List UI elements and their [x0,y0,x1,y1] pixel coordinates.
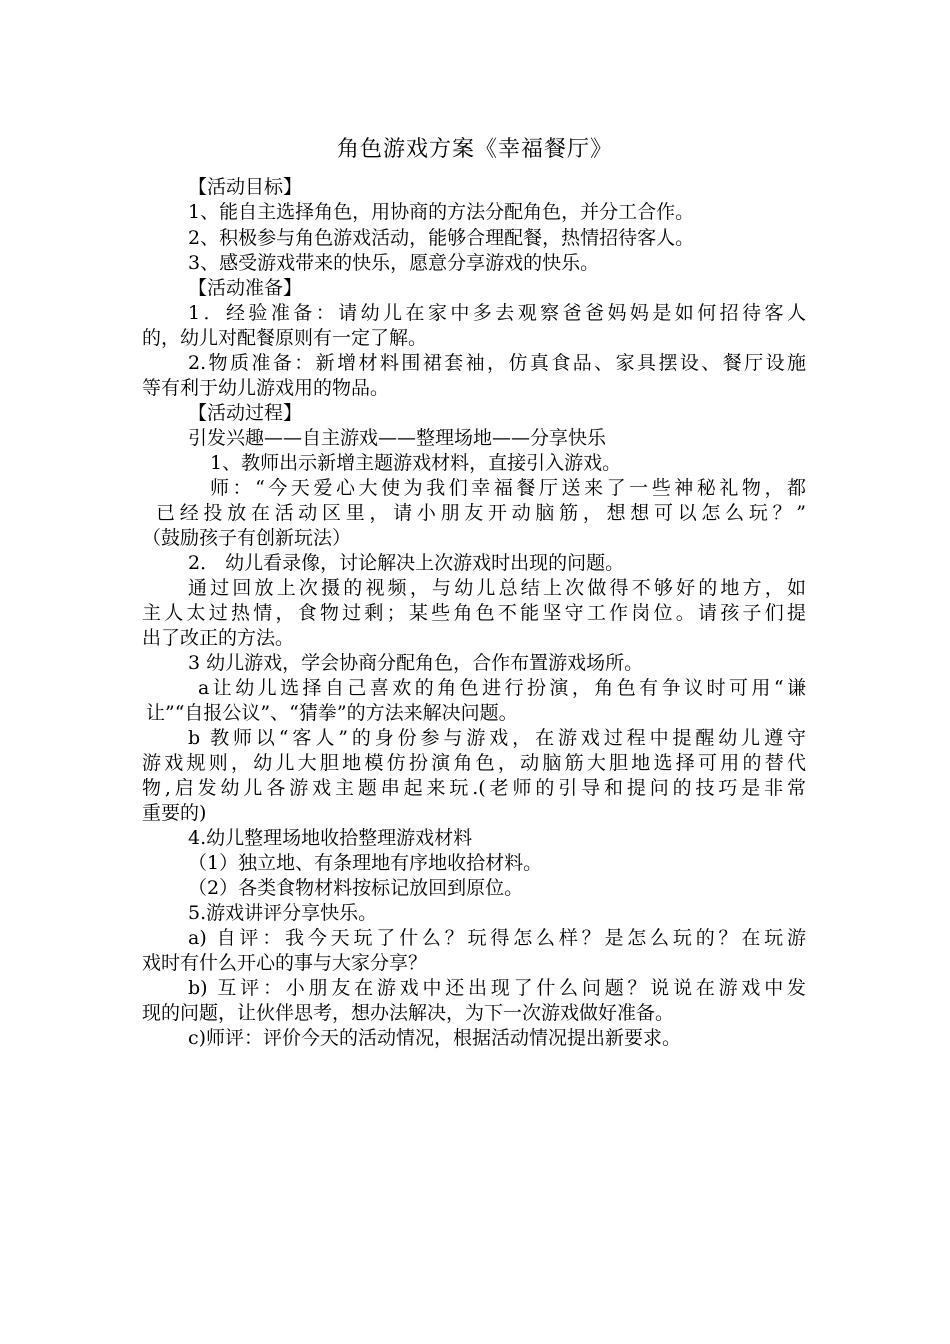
teacher-quote-line-2: 已经投放在活动区里，请小朋友开动脑筋，想想可以怎么玩？” [156,502,806,524]
section-heading-preparation: 【活动准备】 [188,277,303,299]
step-4-item-1: （1）独立地、有条理地有序地收拾材料。 [188,852,543,874]
prep-experience-line-1: 1．经验准备：请幼儿在家中多去观察爸爸妈妈是如何招待客人 [188,302,806,324]
teacher-quote-note: （鼓励孩子有创新玩法） [142,527,352,549]
peer-review-line-1: b) 互评：小朋友在游戏中还出现了什么问题？说说在游戏中发 [188,977,806,999]
process-flow: 引发兴趣——自主游戏——整理场地——分享快乐 [188,427,607,449]
step-4-item-2: （2）各类食物材料按标记放回到原位。 [188,877,524,899]
section-heading-goals: 【活动目标】 [188,176,303,198]
self-review-line-1: a) 自评：我今天玩了什么？玩得怎么样？是怎么玩的？在玩游 [188,927,806,949]
goal-item-1: 1、能自主选择角色，用协商的方法分配角色，并分工合作。 [188,201,695,223]
section-heading-process: 【活动过程】 [188,402,303,424]
step-3b-line-4: 重要的) [142,802,207,824]
peer-review-line-2: 现的问题，让伙伴思考，想办法解决，为下一次游戏做好准备。 [142,1002,675,1024]
step-2-line-3: 出了改正的方法。 [142,627,295,649]
step-3b-line-1: b 教师以“客人”的身份参与游戏，在游戏过程中提醒幼儿遵守 [188,727,806,749]
step-5-heading: 5.游戏讲评分享快乐。 [188,902,378,924]
goal-item-3: 3、感受游戏带来的快乐，愿意分享游戏的快乐。 [188,252,600,274]
step-3a-line-2: 让”“自报公议”、“猜拳”的方法来解决问题。 [146,702,518,724]
step-3b-line-3: 物,启发幼儿各游戏主题串起来玩.(老师的引导和提问的技巧是非常 [142,777,806,799]
teacher-review: c)师评：评价今天的活动情况，根据活动情况提出新要求。 [188,1027,682,1049]
prep-material-line-1: 2.物质准备：新增材料围裙套袖，仿真食品、家具摆设、餐厅设施 [188,352,806,374]
prep-material-line-2: 等有利于幼儿游戏用的物品。 [142,377,390,399]
self-review-line-2: 戏时有什么开心的事与大家分享？ [142,952,428,974]
step-3-heading: 3 幼儿游戏，学会协商分配角色，合作布置游戏场所。 [188,652,644,674]
step-3a-line-1: a让幼儿选择自己喜欢的角色进行扮演，角色有争议时可用“谦 [198,677,806,699]
document-title: 角色游戏方案《幸福餐厅》 [336,137,613,162]
step-2-line-1: 通过回放上次摄的视频，与幼儿总结上次做得不够好的地方，如 [188,577,806,599]
goal-item-2: 2、积极参与角色游戏活动，能够合理配餐，热情招待客人。 [188,227,695,249]
step-1-heading: 1、教师出示新增主题游戏材料，直接引入游戏。 [210,452,622,474]
prep-experience-line-2: 的，幼儿对配餐原则有一定了解。 [142,327,428,349]
step-2-line-2: 主人太过热情，食物过剩；某些角色不能坚守工作岗位。请孩子们提 [142,602,806,624]
step-3b-line-2: 游戏规则，幼儿大胆地模仿扮演角色，动脑筋大胆地选择可用的替代 [142,752,806,774]
step-2-heading: 2． 幼儿看录像，讨论解决上次游戏时出现的问题。 [188,552,625,574]
step-4-heading: 4.幼儿整理场地收拾整理游戏材料 [188,827,473,849]
teacher-quote-line-1: 师：“今天爱心大使为我们幸福餐厅送来了一些神秘礼物，都 [210,477,806,499]
